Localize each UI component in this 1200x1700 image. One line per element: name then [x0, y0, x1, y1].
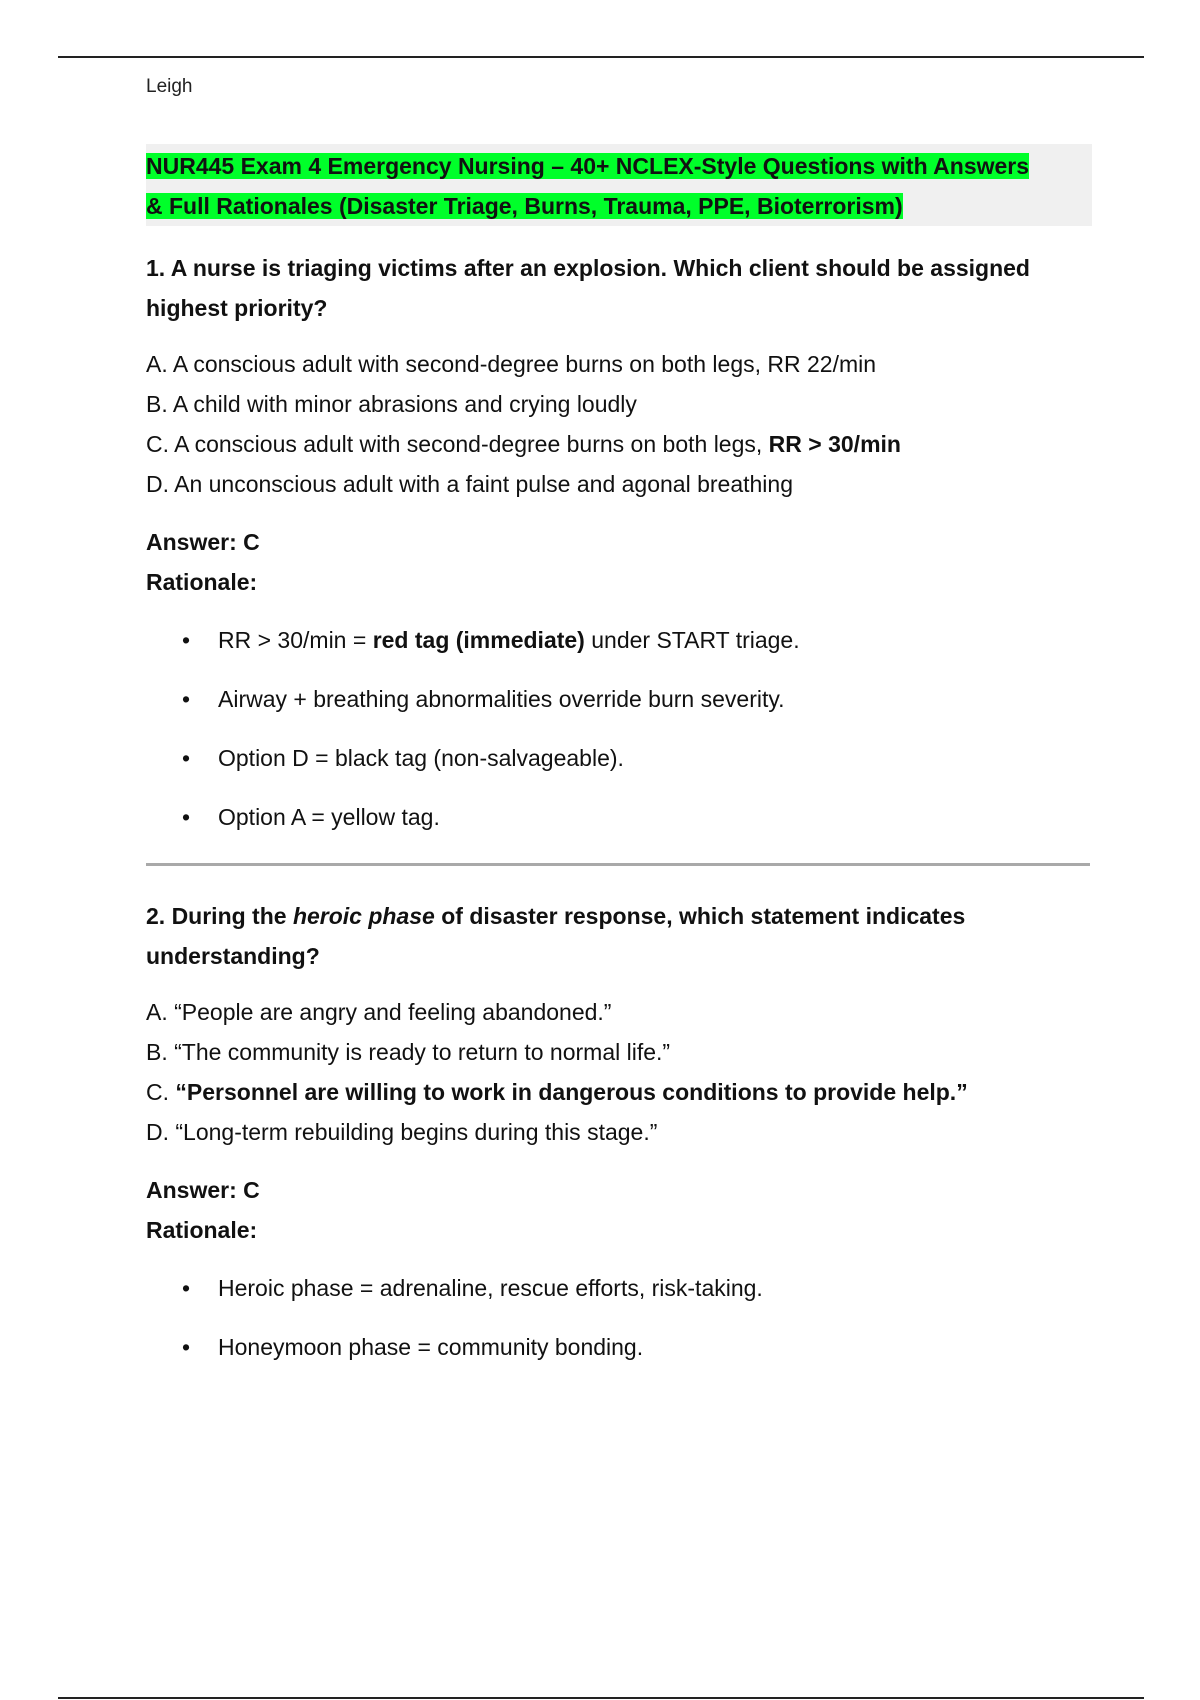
question-2-stem: 2. During the heroic phase of disaster response, which statement indicates understanding? [146, 903, 966, 969]
bullet-icon: • [182, 1275, 191, 1301]
rationale-item: • RR > 30/min = red tag (immediate) under START triage. [146, 620, 1096, 660]
question-1-stem: 1. A nurse is triaging victims after an explosion. Which client should be assigned highest priority? [146, 255, 1030, 321]
option-a: A. A conscious adult with second-degree burns on both legs, RR 22/min [146, 351, 877, 377]
rationale-item: • Airway + breathing abnormalities override burn severity. [146, 679, 1096, 719]
option-b: B. A child with minor abrasions and crying loudly [146, 391, 637, 417]
question-2-rationale-list [146, 1268, 1096, 1367]
option-c [146, 424, 1096, 464]
bullet-icon: • [182, 804, 191, 830]
option-a: A. “People are angry and feeling abandoned.” [146, 999, 612, 1025]
bullet-icon: • [182, 745, 191, 771]
option-d: D. An unconscious adult with a faint pulse and agonal breathing [146, 471, 793, 497]
question-2-answer: Answer: C [146, 1177, 260, 1203]
option-c-text: C. [146, 1079, 176, 1105]
option-d: D. “Long-term rebuilding begins during this stage.” [146, 1119, 658, 1145]
option-c-text: C. A conscious adult with second-degree burns on both legs, [146, 431, 769, 457]
option-b: B. “The community is ready to return to normal life.” [146, 1039, 671, 1065]
title-line-1: NUR445 Exam 4 Emergency Nursing – 40+ NCLEX-Style Questions with Answers [146, 153, 1030, 179]
bullet-icon: • [182, 1334, 191, 1360]
question-1-answer: Answer: C [146, 529, 260, 555]
title-line-2: & Full Rationales (Disaster Triage, Burns, Trauma, PPE, Bioterrorism) [146, 193, 903, 219]
footer-rule [58, 1697, 1144, 1699]
question-1-options [146, 344, 1096, 504]
question-1-rationale-label: Rationale: [146, 569, 258, 595]
section-divider [146, 863, 1090, 866]
page-content [146, 72, 1096, 1386]
rationale-item: • Option A = yellow tag. [146, 797, 1096, 837]
question-2-rationale-label: Rationale: [146, 1217, 258, 1243]
rationale-item: • Option D = black tag (non-salvageable). [146, 738, 1096, 778]
option-c-bold: “Personnel are willing to work in dangerous conditions to provide help.” [175, 1079, 968, 1105]
question-2-options [146, 992, 1096, 1152]
author-name: Leigh [146, 76, 193, 97]
rationale-item: • Honeymoon phase = community bonding. [146, 1327, 1096, 1367]
rationale-item: • Heroic phase = adrenaline, rescue efforts, risk-taking. [146, 1268, 1096, 1308]
bullet-icon: • [182, 627, 191, 653]
document-title [146, 144, 1092, 226]
header-rule [58, 56, 1144, 58]
option-c [146, 1072, 1096, 1112]
question-1-rationale-list [146, 620, 1096, 837]
option-c-bold: RR > 30/min [768, 431, 901, 457]
bullet-icon: • [182, 686, 191, 712]
